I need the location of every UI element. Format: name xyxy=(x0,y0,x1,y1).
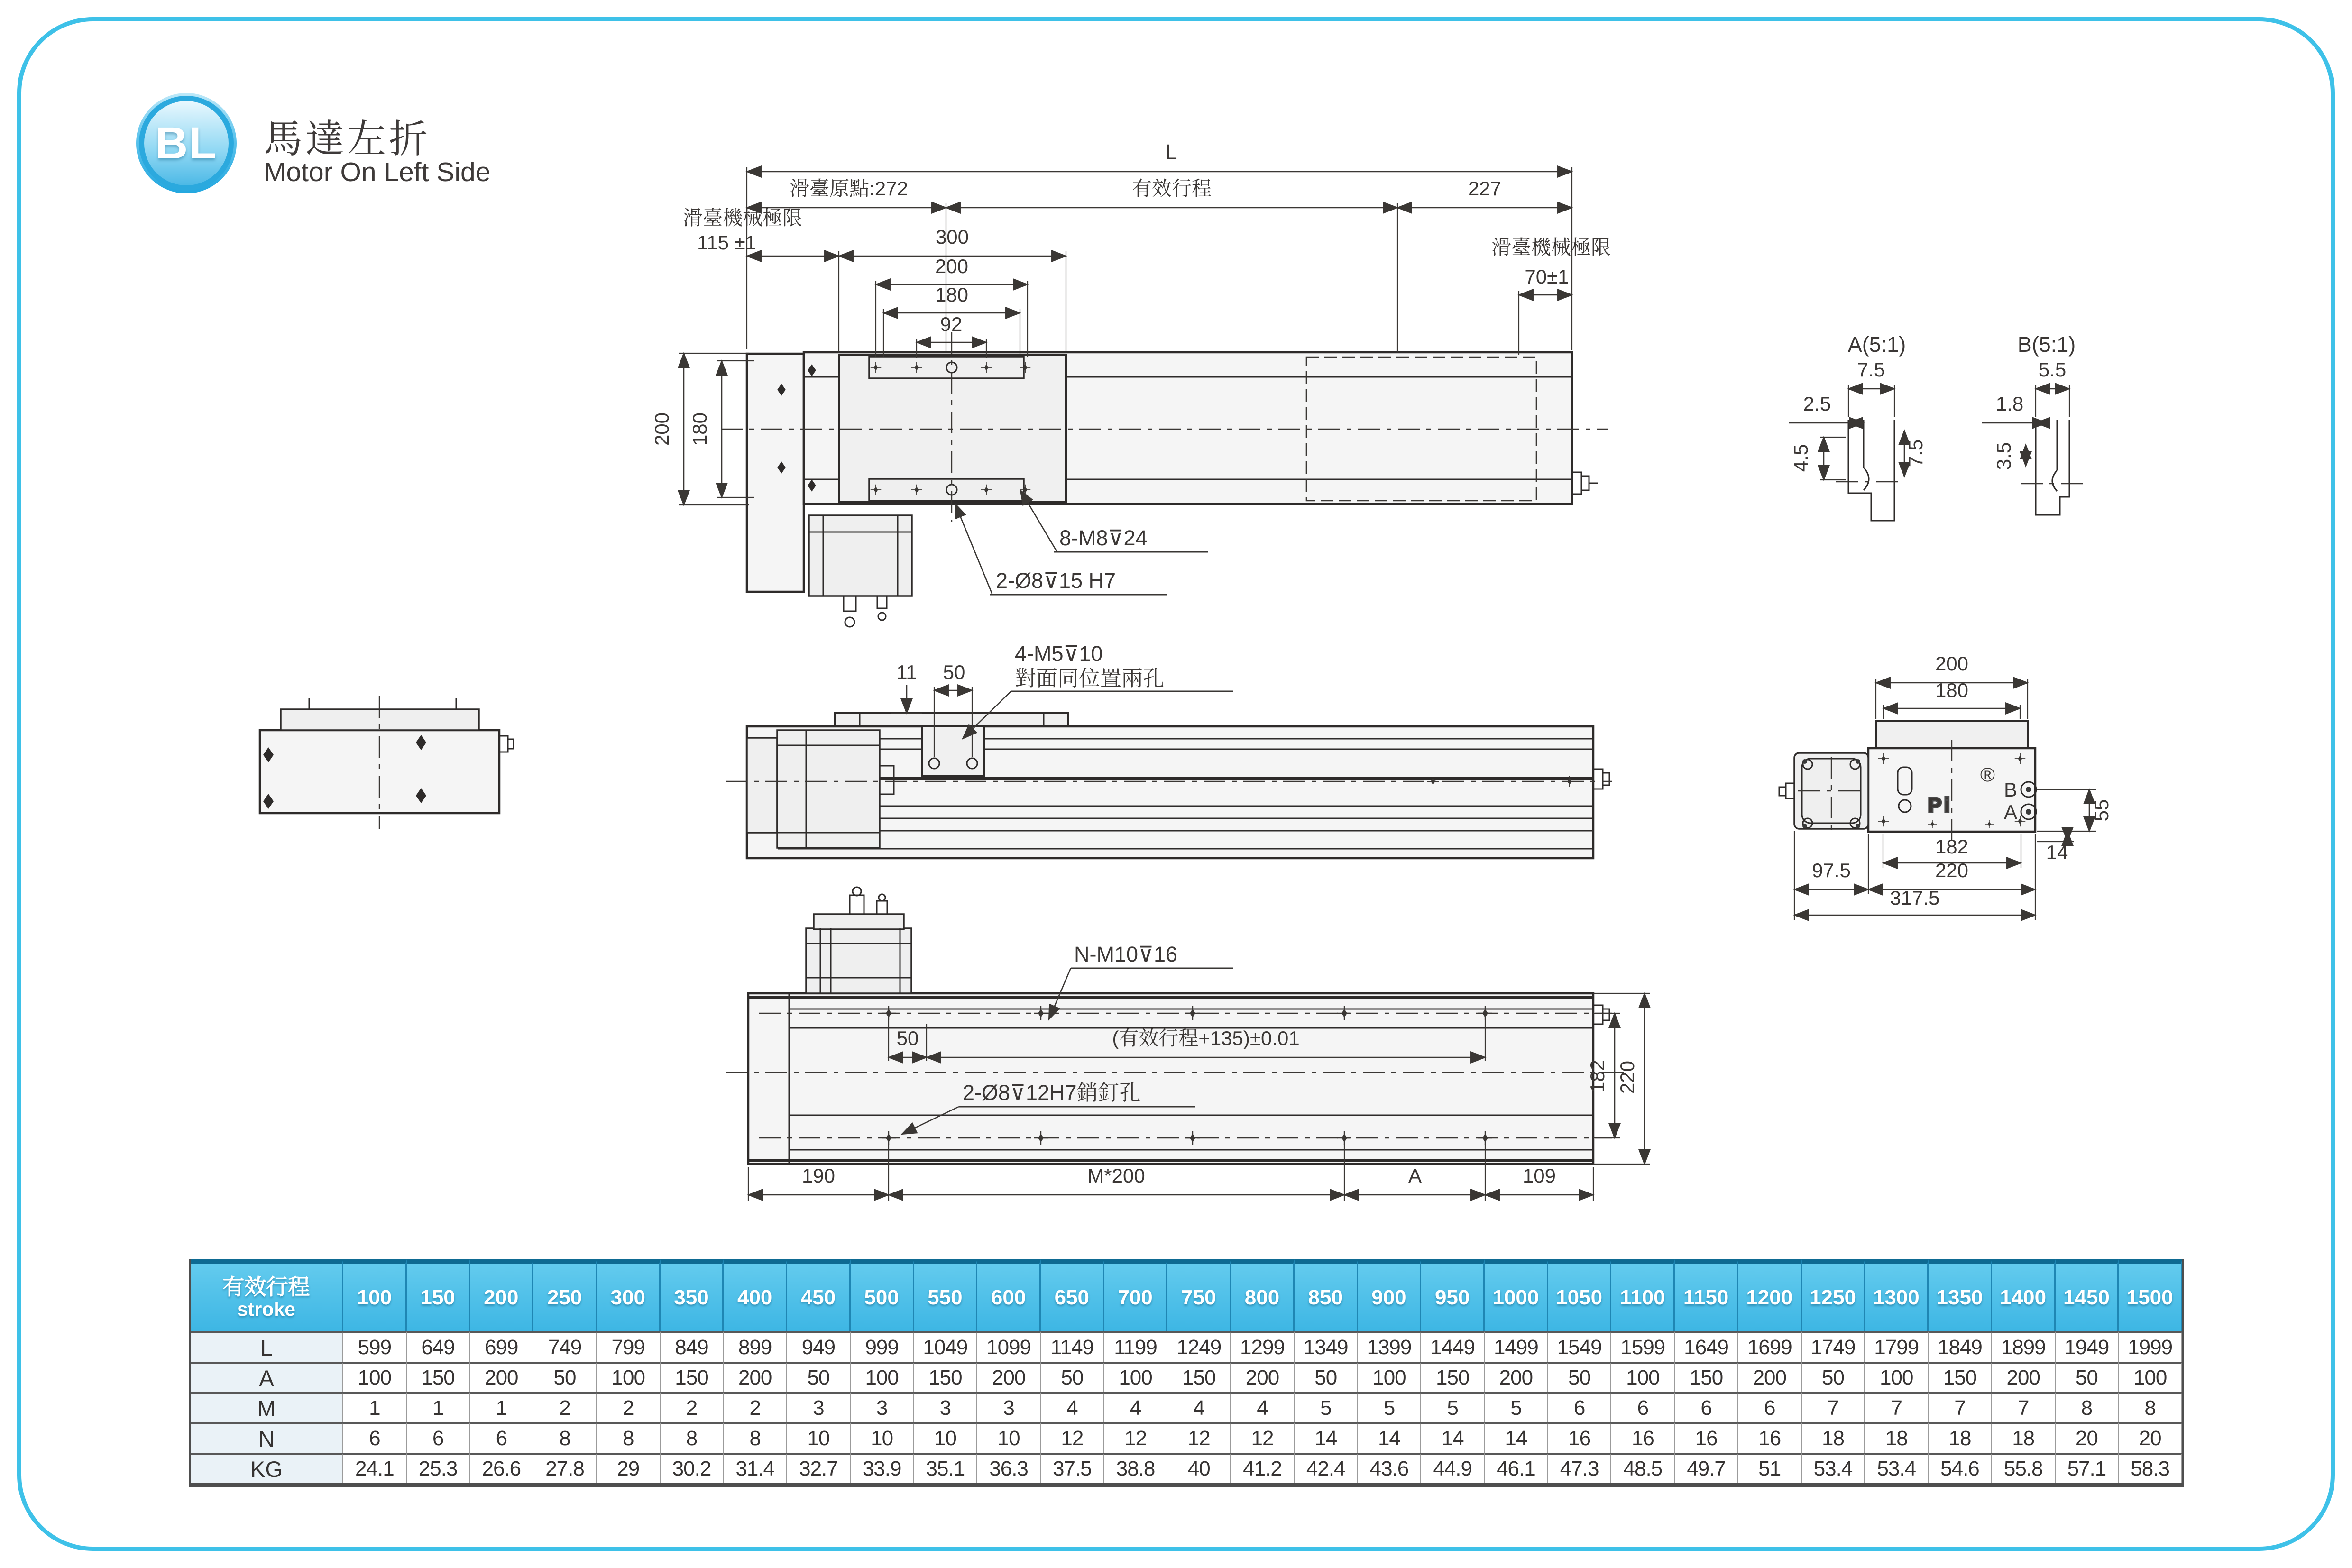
cell-L-900: 1399 xyxy=(1358,1331,1422,1362)
bottom-view-drawing xyxy=(726,887,1650,1201)
cell-N-1100: 16 xyxy=(1611,1422,1675,1453)
dim-stroke-label: 有效行程 xyxy=(1131,177,1212,200)
dim-300-label: 300 xyxy=(935,226,969,248)
dim-227-label: 227 xyxy=(1468,177,1502,200)
detail-a-dim-lip: 2.5 xyxy=(1803,393,1831,415)
cell-L-800: 1299 xyxy=(1231,1331,1295,1362)
rect-shape xyxy=(747,354,804,592)
cell-A-400: 200 xyxy=(724,1362,787,1392)
cell-L-550: 1049 xyxy=(914,1331,978,1362)
cell-KG-500: 33.9 xyxy=(851,1453,914,1483)
cell-N-1000: 14 xyxy=(1485,1422,1548,1453)
rect-shape xyxy=(1593,769,1603,789)
pi-logo: Pi xyxy=(1928,794,1953,816)
dim-92-label: 92 xyxy=(940,313,963,335)
stroke-column-header-1400: 1400 xyxy=(1992,1259,2056,1331)
cell-L-1350: 1849 xyxy=(1929,1331,1992,1362)
cell-L-1450: 1949 xyxy=(2056,1331,2119,1362)
cell-A-600: 200 xyxy=(977,1362,1041,1392)
cell-L-950: 1449 xyxy=(1421,1331,1485,1362)
cell-L-100: 599 xyxy=(343,1331,407,1362)
circle-shape xyxy=(1802,759,1807,764)
cell-M-150: 1 xyxy=(407,1392,470,1422)
stroke-column-header-900: 900 xyxy=(1358,1259,1422,1331)
cell-L-1100: 1599 xyxy=(1611,1331,1675,1362)
cell-N-1500: 20 xyxy=(2119,1422,2182,1453)
rect-shape xyxy=(1572,472,1581,494)
row-label-A: A xyxy=(191,1362,343,1392)
cell-L-1400: 1899 xyxy=(1992,1331,2056,1362)
cell-N-250: 8 xyxy=(533,1422,597,1453)
path-shape xyxy=(1864,468,1869,490)
cell-KG-600: 36.3 xyxy=(977,1453,1041,1483)
circle-shape xyxy=(845,617,854,627)
row-label-L: L xyxy=(191,1331,343,1362)
cell-L-850: 1349 xyxy=(1295,1331,1358,1362)
stroke-column-header-600: 600 xyxy=(977,1259,1041,1331)
dim-ev-975-label: 97.5 xyxy=(1812,859,1851,881)
cell-A-1200: 200 xyxy=(1738,1362,1802,1392)
circle-shape xyxy=(2026,809,2031,815)
end-view-label-a: A xyxy=(2003,801,2017,823)
thread-note-4m5: 4-M5⊽10 xyxy=(1015,642,1103,666)
dim-11 xyxy=(891,661,922,713)
top-view-drawing xyxy=(651,140,1611,627)
pi-logo-reg: ® xyxy=(1980,763,1995,786)
limit-right-label: 滑臺機械極限 xyxy=(1491,236,1611,258)
detail-b-title: B(5:1) xyxy=(2017,332,2076,357)
stroke-column-header-1100: 1100 xyxy=(1611,1259,1675,1331)
detail-b-dim-h1: 3.5 xyxy=(1993,442,2015,470)
cell-M-1100: 6 xyxy=(1611,1392,1675,1422)
cell-L-1150: 1649 xyxy=(1675,1331,1738,1362)
dim-ev-3175-label: 317.5 xyxy=(1890,887,1940,909)
cell-KG-350: 30.2 xyxy=(661,1453,724,1483)
cell-N-700: 12 xyxy=(1104,1422,1168,1453)
dim-11-label: 11 xyxy=(896,661,917,683)
page-title-en: Motor On Left Side xyxy=(264,157,491,187)
cell-N-950: 14 xyxy=(1421,1422,1485,1453)
cell-N-300: 8 xyxy=(597,1422,661,1453)
motor-plan-view xyxy=(260,696,514,829)
dim-v200-label: 200 xyxy=(651,412,673,446)
cell-M-550: 3 xyxy=(914,1392,978,1422)
cell-M-350: 2 xyxy=(661,1392,724,1422)
cell-L-1200: 1699 xyxy=(1738,1331,1802,1362)
detail-b-dim-w: 5.5 xyxy=(2038,358,2067,381)
cell-N-1400: 18 xyxy=(1992,1422,2056,1453)
end-view-drawing xyxy=(1779,652,2113,920)
cell-A-200: 200 xyxy=(470,1362,533,1392)
cell-A-800: 200 xyxy=(1231,1362,1295,1392)
cell-M-1300: 7 xyxy=(1865,1392,1929,1422)
detail-view-b xyxy=(1982,332,2083,515)
cell-A-150: 150 xyxy=(407,1362,470,1392)
cell-A-100: 100 xyxy=(343,1362,407,1392)
detail-a-title: A(5:1) xyxy=(1847,332,1906,357)
dim-70-label: 70±1 xyxy=(1525,266,1569,288)
circle-shape xyxy=(878,613,886,620)
pin-note-2o8: 2-Ø8⊽12H7銷釘孔 xyxy=(963,1081,1141,1105)
detail-view-a xyxy=(1789,332,1927,521)
rect-shape xyxy=(1593,1005,1603,1024)
detail-a-dim-h1: 4.5 xyxy=(1790,444,1812,472)
detail-b-dim-lip: 1.8 xyxy=(1995,393,2024,415)
cell-L-1050: 1549 xyxy=(1548,1331,1612,1362)
cell-A-250: 50 xyxy=(533,1362,597,1392)
detail-a-dim-w: 7.5 xyxy=(1857,358,1885,381)
cell-KG-1100: 48.5 xyxy=(1611,1453,1675,1483)
cell-A-1000: 200 xyxy=(1485,1362,1548,1392)
cell-M-1450: 8 xyxy=(2056,1392,2119,1422)
cell-L-700: 1199 xyxy=(1104,1331,1168,1362)
cell-L-750: 1249 xyxy=(1167,1331,1231,1362)
stroke-column-header-850: 850 xyxy=(1295,1259,1358,1331)
table-corner-header xyxy=(191,1259,343,1331)
cell-KG-1150: 49.7 xyxy=(1675,1453,1738,1483)
cell-KG-1200: 51 xyxy=(1738,1453,1802,1483)
thread-note-label: 8-M8⊽24 xyxy=(1059,526,1148,550)
stroke-column-header-1350: 1350 xyxy=(1929,1259,1992,1331)
rect-shape xyxy=(844,596,856,611)
dim-origin-label: 滑臺原點:272 xyxy=(790,177,908,200)
dim-L-label: L xyxy=(1165,140,1177,164)
cell-KG-750: 40 xyxy=(1167,1453,1231,1483)
rect-shape xyxy=(806,928,911,993)
stroke-column-header-200: 200 xyxy=(470,1259,533,1331)
cell-M-850: 5 xyxy=(1295,1392,1358,1422)
stroke-column-header-550: 550 xyxy=(914,1259,978,1331)
dim-200-label: 200 xyxy=(935,255,969,277)
rect-shape xyxy=(814,914,904,929)
dim-ev-180-label: 180 xyxy=(1935,679,1969,701)
cell-KG-1350: 54.6 xyxy=(1929,1453,1992,1483)
dim-50-pins-label: 50 xyxy=(896,1027,919,1049)
cell-M-700: 4 xyxy=(1104,1392,1168,1422)
cell-M-1200: 6 xyxy=(1738,1392,1802,1422)
cell-N-1200: 16 xyxy=(1738,1422,1802,1453)
thread-note-4m5-2: 對面同位置兩孔 xyxy=(1015,666,1165,690)
dim-190-label: 190 xyxy=(801,1165,836,1187)
table-header-en: stroke xyxy=(237,1298,296,1320)
cell-A-1350: 150 xyxy=(1929,1362,1992,1392)
cell-N-450: 10 xyxy=(787,1422,851,1453)
cell-M-1250: 7 xyxy=(1802,1392,1865,1422)
cell-KG-1000: 46.1 xyxy=(1485,1453,1548,1483)
dim-ev-200-label: 200 xyxy=(1935,652,1969,675)
end-view-label-b: B xyxy=(2003,779,2017,801)
cell-KG-550: 35.1 xyxy=(914,1453,978,1483)
cell-L-1000: 1499 xyxy=(1485,1331,1548,1362)
cell-M-500: 3 xyxy=(851,1392,914,1422)
dim-origin-row xyxy=(747,177,1572,352)
dim-182-label: 182 xyxy=(1586,1059,1608,1093)
cell-L-450: 949 xyxy=(787,1331,851,1362)
cell-KG-800: 41.2 xyxy=(1231,1453,1295,1483)
stroke-column-header-500: 500 xyxy=(851,1259,914,1331)
rect-shape xyxy=(877,596,887,608)
cell-L-1300: 1799 xyxy=(1865,1331,1929,1362)
rect-shape xyxy=(1779,787,1786,796)
row-label-M: M xyxy=(191,1392,343,1422)
cell-N-1350: 18 xyxy=(1929,1422,1992,1453)
stroke-column-header-800: 800 xyxy=(1231,1259,1295,1331)
dim-m200-label: M*200 xyxy=(1087,1165,1145,1187)
cell-KG-850: 42.4 xyxy=(1295,1453,1358,1483)
cell-KG-450: 32.7 xyxy=(787,1453,851,1483)
line-shape xyxy=(955,504,992,594)
cell-N-550: 10 xyxy=(914,1422,978,1453)
detail-a-dim-h2: 7.5 xyxy=(1904,439,1927,468)
cell-M-1400: 7 xyxy=(1992,1392,2056,1422)
cell-KG-100: 24.1 xyxy=(343,1453,407,1483)
cell-KG-400: 31.4 xyxy=(724,1453,787,1483)
stroke-column-header-1050: 1050 xyxy=(1548,1259,1612,1331)
cell-L-200: 699 xyxy=(470,1331,533,1362)
cell-M-1050: 6 xyxy=(1548,1392,1612,1422)
dim-L xyxy=(747,140,1572,350)
cell-M-200: 1 xyxy=(470,1392,533,1422)
cell-M-100: 1 xyxy=(343,1392,407,1422)
cell-N-150: 6 xyxy=(407,1422,470,1453)
stroke-column-header-1150: 1150 xyxy=(1675,1259,1738,1331)
dim-v180-label: 180 xyxy=(689,412,711,446)
stroke-column-header-100: 100 xyxy=(343,1259,407,1331)
cell-L-500: 999 xyxy=(851,1331,914,1362)
cell-KG-900: 43.6 xyxy=(1358,1453,1422,1483)
cell-A-1450: 50 xyxy=(2056,1362,2119,1392)
cell-A-350: 150 xyxy=(661,1362,724,1392)
rect-shape xyxy=(508,739,514,749)
cell-L-600: 1099 xyxy=(977,1331,1041,1362)
circle-shape xyxy=(853,887,861,896)
dim-ev-3175 xyxy=(1794,887,2035,920)
cell-KG-1250: 53.4 xyxy=(1802,1453,1865,1483)
stroke-column-header-450: 450 xyxy=(787,1259,851,1331)
cell-A-300: 100 xyxy=(597,1362,661,1392)
cell-M-450: 3 xyxy=(787,1392,851,1422)
dim-limit-left xyxy=(683,207,1066,353)
cell-M-250: 2 xyxy=(533,1392,597,1422)
cell-L-1500: 1999 xyxy=(2119,1331,2182,1362)
dim-a-label: A xyxy=(1408,1165,1422,1187)
dim-ev-180 xyxy=(1883,679,2020,719)
cell-L-650: 1149 xyxy=(1041,1331,1104,1362)
cell-A-550: 150 xyxy=(914,1362,978,1392)
cell-KG-1050: 47.3 xyxy=(1548,1453,1612,1483)
limit-left-label: 滑臺機械極限 xyxy=(683,207,803,229)
stroke-column-header-950: 950 xyxy=(1421,1259,1485,1331)
cell-M-950: 5 xyxy=(1421,1392,1485,1422)
dim-ev-14 xyxy=(2037,831,2074,863)
cell-L-350: 849 xyxy=(661,1331,724,1362)
dim-ev-14-label: 14 xyxy=(2046,841,2068,863)
circle-shape xyxy=(1856,759,1860,764)
cell-A-1150: 150 xyxy=(1675,1362,1738,1392)
path-shape xyxy=(1848,420,1894,521)
dim-50-label: 50 xyxy=(943,661,965,683)
cell-KG-650: 37.5 xyxy=(1041,1453,1104,1483)
rect-shape xyxy=(777,730,880,848)
cell-M-400: 2 xyxy=(724,1392,787,1422)
cell-A-450: 50 xyxy=(787,1362,851,1392)
cell-KG-1500: 58.3 xyxy=(2119,1453,2182,1483)
cell-A-750: 150 xyxy=(1167,1362,1231,1392)
cell-A-1300: 100 xyxy=(1865,1362,1929,1392)
stroke-column-header-250: 250 xyxy=(533,1259,597,1331)
cell-KG-300: 29 xyxy=(597,1453,661,1483)
cell-N-350: 8 xyxy=(661,1422,724,1453)
cell-KG-700: 38.8 xyxy=(1104,1453,1168,1483)
cell-KG-200: 26.6 xyxy=(470,1453,533,1483)
stroke-column-header-1500: 1500 xyxy=(2119,1259,2182,1331)
thread-note-nm10: N-M10⊽16 xyxy=(1074,942,1178,966)
cell-A-1100: 100 xyxy=(1611,1362,1675,1392)
circle-shape xyxy=(1856,824,1860,828)
row-label-KG: KG xyxy=(191,1453,343,1483)
cell-N-1150: 16 xyxy=(1675,1422,1738,1453)
cell-A-1250: 50 xyxy=(1802,1362,1865,1392)
stroke-column-header-700: 700 xyxy=(1104,1259,1168,1331)
cell-L-300: 799 xyxy=(597,1331,661,1362)
dim-115-label: 115 ±1 xyxy=(697,231,757,254)
cell-N-600: 10 xyxy=(977,1422,1041,1453)
stroke-column-header-300: 300 xyxy=(597,1259,661,1331)
circle-shape xyxy=(2026,787,2031,792)
cell-N-750: 12 xyxy=(1167,1422,1231,1453)
cell-A-500: 100 xyxy=(851,1362,914,1392)
cell-N-850: 14 xyxy=(1295,1422,1358,1453)
cell-M-650: 4 xyxy=(1041,1392,1104,1422)
cell-N-100: 6 xyxy=(343,1422,407,1453)
stroke-column-header-750: 750 xyxy=(1167,1259,1231,1331)
cell-N-1450: 20 xyxy=(2056,1422,2119,1453)
cell-M-750: 4 xyxy=(1167,1392,1231,1422)
stroke-column-header-1300: 1300 xyxy=(1865,1259,1929,1331)
cell-A-700: 100 xyxy=(1104,1362,1168,1392)
side-view-drawing xyxy=(726,642,1612,858)
cell-KG-1450: 57.1 xyxy=(2056,1453,2119,1483)
stroke-column-header-1250: 1250 xyxy=(1802,1259,1865,1331)
stroke-column-header-1000: 1000 xyxy=(1485,1259,1548,1331)
dim-180-label: 180 xyxy=(935,284,969,306)
cell-A-900: 100 xyxy=(1358,1362,1422,1392)
stroke-tol-label: (有效行程+135)±0.01 xyxy=(1112,1027,1300,1049)
cell-KG-1300: 53.4 xyxy=(1865,1453,1929,1483)
dim-ev-182-label: 182 xyxy=(1935,835,1969,858)
cell-M-1000: 5 xyxy=(1485,1392,1548,1422)
cell-N-500: 10 xyxy=(851,1422,914,1453)
cell-N-200: 6 xyxy=(470,1422,533,1453)
cell-N-1250: 18 xyxy=(1802,1422,1865,1453)
cell-M-1500: 8 xyxy=(2119,1392,2182,1422)
stroke-column-header-150: 150 xyxy=(407,1259,470,1331)
path-shape xyxy=(2052,470,2057,491)
cell-M-300: 2 xyxy=(597,1392,661,1422)
cell-A-1400: 200 xyxy=(1992,1362,2056,1392)
cell-M-800: 4 xyxy=(1231,1392,1295,1422)
cell-A-650: 50 xyxy=(1041,1362,1104,1392)
rect-shape xyxy=(1603,773,1609,785)
dim-ev-55 xyxy=(2037,789,2113,831)
cell-L-250: 749 xyxy=(533,1331,597,1362)
cell-M-600: 3 xyxy=(977,1392,1041,1422)
rect-shape xyxy=(835,713,1068,726)
cell-L-1250: 1749 xyxy=(1802,1331,1865,1362)
pin-note-label: 2-Ø8⊽15 H7 xyxy=(996,569,1116,593)
rect-shape xyxy=(499,736,508,752)
page-title-zh: 馬達左折 xyxy=(264,118,431,161)
cell-N-1050: 16 xyxy=(1548,1422,1612,1453)
rect-shape xyxy=(1603,1009,1609,1020)
dim-v180 xyxy=(689,361,754,497)
cell-A-1500: 100 xyxy=(2119,1362,2182,1392)
circle-shape xyxy=(879,894,885,901)
cell-M-900: 5 xyxy=(1358,1392,1422,1422)
cell-A-850: 50 xyxy=(1295,1362,1358,1392)
bl-badge-label: BL xyxy=(155,118,218,168)
cell-N-650: 12 xyxy=(1041,1422,1104,1453)
cell-A-1050: 50 xyxy=(1548,1362,1612,1392)
circle-shape xyxy=(1802,824,1807,828)
cell-A-950: 150 xyxy=(1421,1362,1485,1392)
rect-shape xyxy=(1581,476,1589,490)
stroke-column-header-1200: 1200 xyxy=(1738,1259,1802,1331)
cell-L-400: 899 xyxy=(724,1331,787,1362)
stroke-column-header-400: 400 xyxy=(724,1259,787,1331)
cell-L-150: 649 xyxy=(407,1331,470,1362)
rect-shape xyxy=(809,515,912,596)
rect-shape xyxy=(747,738,777,833)
cell-KG-950: 44.9 xyxy=(1421,1453,1485,1483)
dim-ev-55-label: 55 xyxy=(2090,799,2113,822)
dim-220-label: 220 xyxy=(1616,1060,1638,1094)
table-header-zh: 有效行程 xyxy=(222,1274,310,1299)
dim-109-label: 109 xyxy=(1522,1165,1556,1187)
cell-KG-1400: 55.8 xyxy=(1992,1453,2056,1483)
dim-ev-220-label: 220 xyxy=(1935,859,1969,881)
stroke-column-header-1450: 1450 xyxy=(2056,1259,2119,1331)
cell-N-800: 12 xyxy=(1231,1422,1295,1453)
row-label-N: N xyxy=(191,1422,343,1453)
path-shape xyxy=(2036,420,2069,515)
cell-M-1350: 7 xyxy=(1929,1392,1992,1422)
stroke-column-header-350: 350 xyxy=(661,1259,724,1331)
cell-N-400: 8 xyxy=(724,1422,787,1453)
cell-N-900: 14 xyxy=(1358,1422,1422,1453)
stroke-spec-table xyxy=(189,1259,2184,1487)
rect-shape xyxy=(850,895,864,914)
rect-shape xyxy=(877,901,887,914)
cell-KG-150: 25.3 xyxy=(407,1453,470,1483)
cell-M-1150: 6 xyxy=(1675,1392,1738,1422)
stroke-column-header-650: 650 xyxy=(1041,1259,1104,1331)
cell-KG-250: 27.8 xyxy=(533,1453,597,1483)
cell-N-1300: 18 xyxy=(1865,1422,1929,1453)
rect-shape xyxy=(1786,783,1794,798)
dim-limit-right xyxy=(1491,236,1611,355)
